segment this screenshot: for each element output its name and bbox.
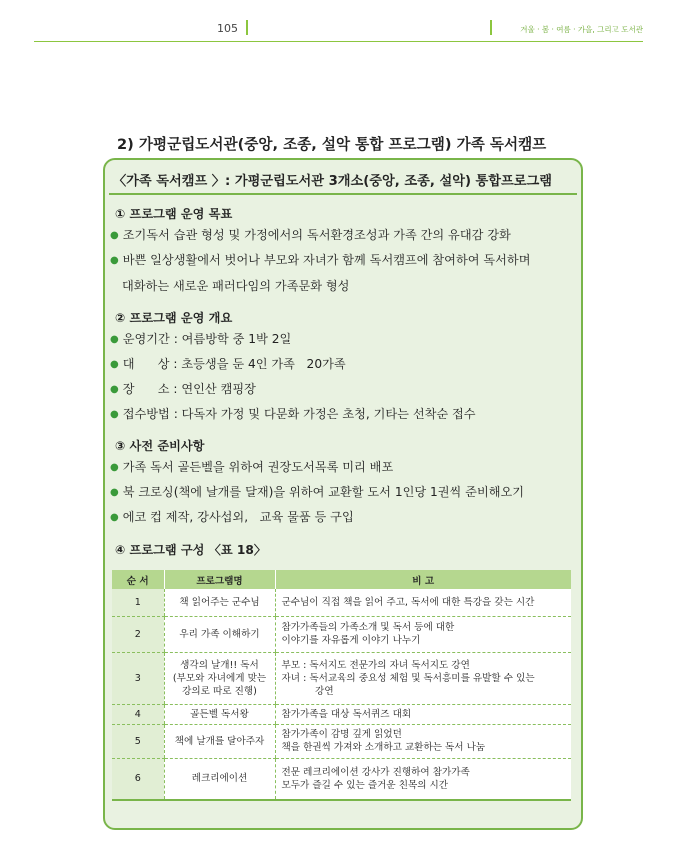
list-item: ● 장 소 : 연인산 캠핑장 — [110, 382, 256, 396]
bullet-icon: ● — [110, 334, 119, 345]
bullet-icon: ● — [110, 487, 119, 498]
box-title-rule — [109, 193, 577, 195]
overview-heading: ② 프로그램 운영 개요 — [115, 311, 233, 325]
table-row — [112, 652, 571, 704]
column-header: 프로그램명 — [164, 570, 275, 589]
list-item: ● 북 크로싱(책에 날개를 달재)을 위하여 교환할 도서 1인당 1권씩 준비해오기 — [110, 485, 525, 499]
bullet-icon: ● — [110, 409, 119, 420]
bullet-icon: ● — [110, 384, 119, 395]
row-number: 2 — [112, 616, 164, 652]
table-row — [112, 616, 571, 652]
bullet-icon: ● — [110, 230, 119, 241]
row-number: 4 — [112, 704, 164, 724]
header-divider — [490, 20, 492, 35]
table-row — [112, 724, 571, 758]
table-row — [112, 758, 571, 800]
program-table — [112, 570, 571, 801]
page-header — [34, 16, 643, 42]
list-item-continuation: 대화하는 새로운 패러다임의 가족문화 형성 — [122, 279, 350, 293]
table-row — [112, 589, 571, 616]
list-item: ● 가족 독서 골든벨을 위하여 권장도서목록 미리 배포 — [110, 460, 394, 474]
program-note: 전문 레크리에이션 강사가 진행하여 참가가족 모두가 즐길 수 있는 즐거운 친목의 시간 — [275, 758, 571, 800]
list-item: ● 바쁜 일상생활에서 벗어나 부모와 자녀가 함께 독서캠프에 참여하여 독서하며 — [110, 253, 531, 267]
program-name: 책에 날개를 달아주자 — [164, 724, 275, 758]
program-note: 참가가족들의 가족소개 및 독서 등에 대한 이야기를 자유롭게 이야기 나누기 — [275, 616, 571, 652]
program-note: 부모 : 독서지도 전문가의 자녀 독서지도 강연 자녀 : 독서교육의 중요성 체험 및 독서흥미를 유발할 수 있는 강연 — [275, 652, 571, 704]
goal-heading: ① 프로그램 운영 목표 — [115, 207, 233, 221]
program-name: 책 읽어주는 군수님 — [164, 589, 275, 616]
column-header: 순 서 — [112, 570, 164, 589]
running-title: 겨울 · 봄 · 여름 · 가을, 그리고 도서관 — [520, 25, 643, 34]
row-number: 3 — [112, 652, 164, 704]
section-title: 2) 가평군립도서관(중앙, 조종, 설악 통합 프로그램) 가족 독서캠프 — [117, 136, 547, 153]
column-header: 비 고 — [275, 570, 571, 589]
program-name: 우리 가족 이해하기 — [164, 616, 275, 652]
list-item: ● 대 상 : 초등생을 둔 4인 가족 20가족 — [110, 357, 346, 371]
page-number: 105 — [217, 22, 238, 35]
program-name: 생각의 날개!! 독서 (부모와 자녀에게 맞는 강의로 따로 진행) — [164, 652, 275, 704]
bullet-icon: ● — [110, 512, 119, 523]
program-name: 레크리에이션 — [164, 758, 275, 800]
composition-heading: ④ 프로그램 구성 〈표 18〉 — [115, 543, 267, 557]
table-header-row — [112, 570, 571, 589]
program-note: 군수님이 직접 책을 읽어 주고, 독서에 대한 특강을 갖는 시간 — [275, 589, 571, 616]
program-note: 참가가족을 대상 독서퀴즈 대회 — [275, 704, 571, 724]
bullet-icon: ● — [110, 359, 119, 370]
header-divider — [246, 20, 248, 35]
list-item: ● 운영기간 : 여름방학 중 1박 2일 — [110, 332, 292, 346]
program-box — [103, 158, 583, 830]
header-rule — [34, 41, 643, 43]
bullet-icon: ● — [110, 462, 119, 473]
list-item: ● 접수방법 : 다독자 가정 및 다문화 가정은 초청, 기타는 선착순 접수 — [110, 407, 476, 421]
program-name: 골든벨 독서왕 — [164, 704, 275, 724]
program-note: 참가가족이 감명 깊게 읽었던 책을 한권씩 가져와 소개하고 교환하는 독서 나눔 — [275, 724, 571, 758]
table-row — [112, 704, 571, 724]
row-number: 5 — [112, 724, 164, 758]
prep-heading: ③ 사전 준비사항 — [115, 439, 205, 453]
list-item: ● 조기독서 습관 형성 및 가정에서의 독서환경조성과 가족 간의 유대감 강화 — [110, 228, 511, 242]
box-title: 〈가족 독서캠프 〉: 가평군립도서관 3개소(중앙, 조종, 설악) 통합프로그램 — [113, 174, 552, 189]
list-item: ● 에코 컵 제작, 강사섭외, 교육 물품 등 구입 — [110, 510, 354, 524]
bullet-icon: ● — [110, 255, 119, 266]
row-number: 1 — [112, 589, 164, 616]
row-number: 6 — [112, 758, 164, 800]
